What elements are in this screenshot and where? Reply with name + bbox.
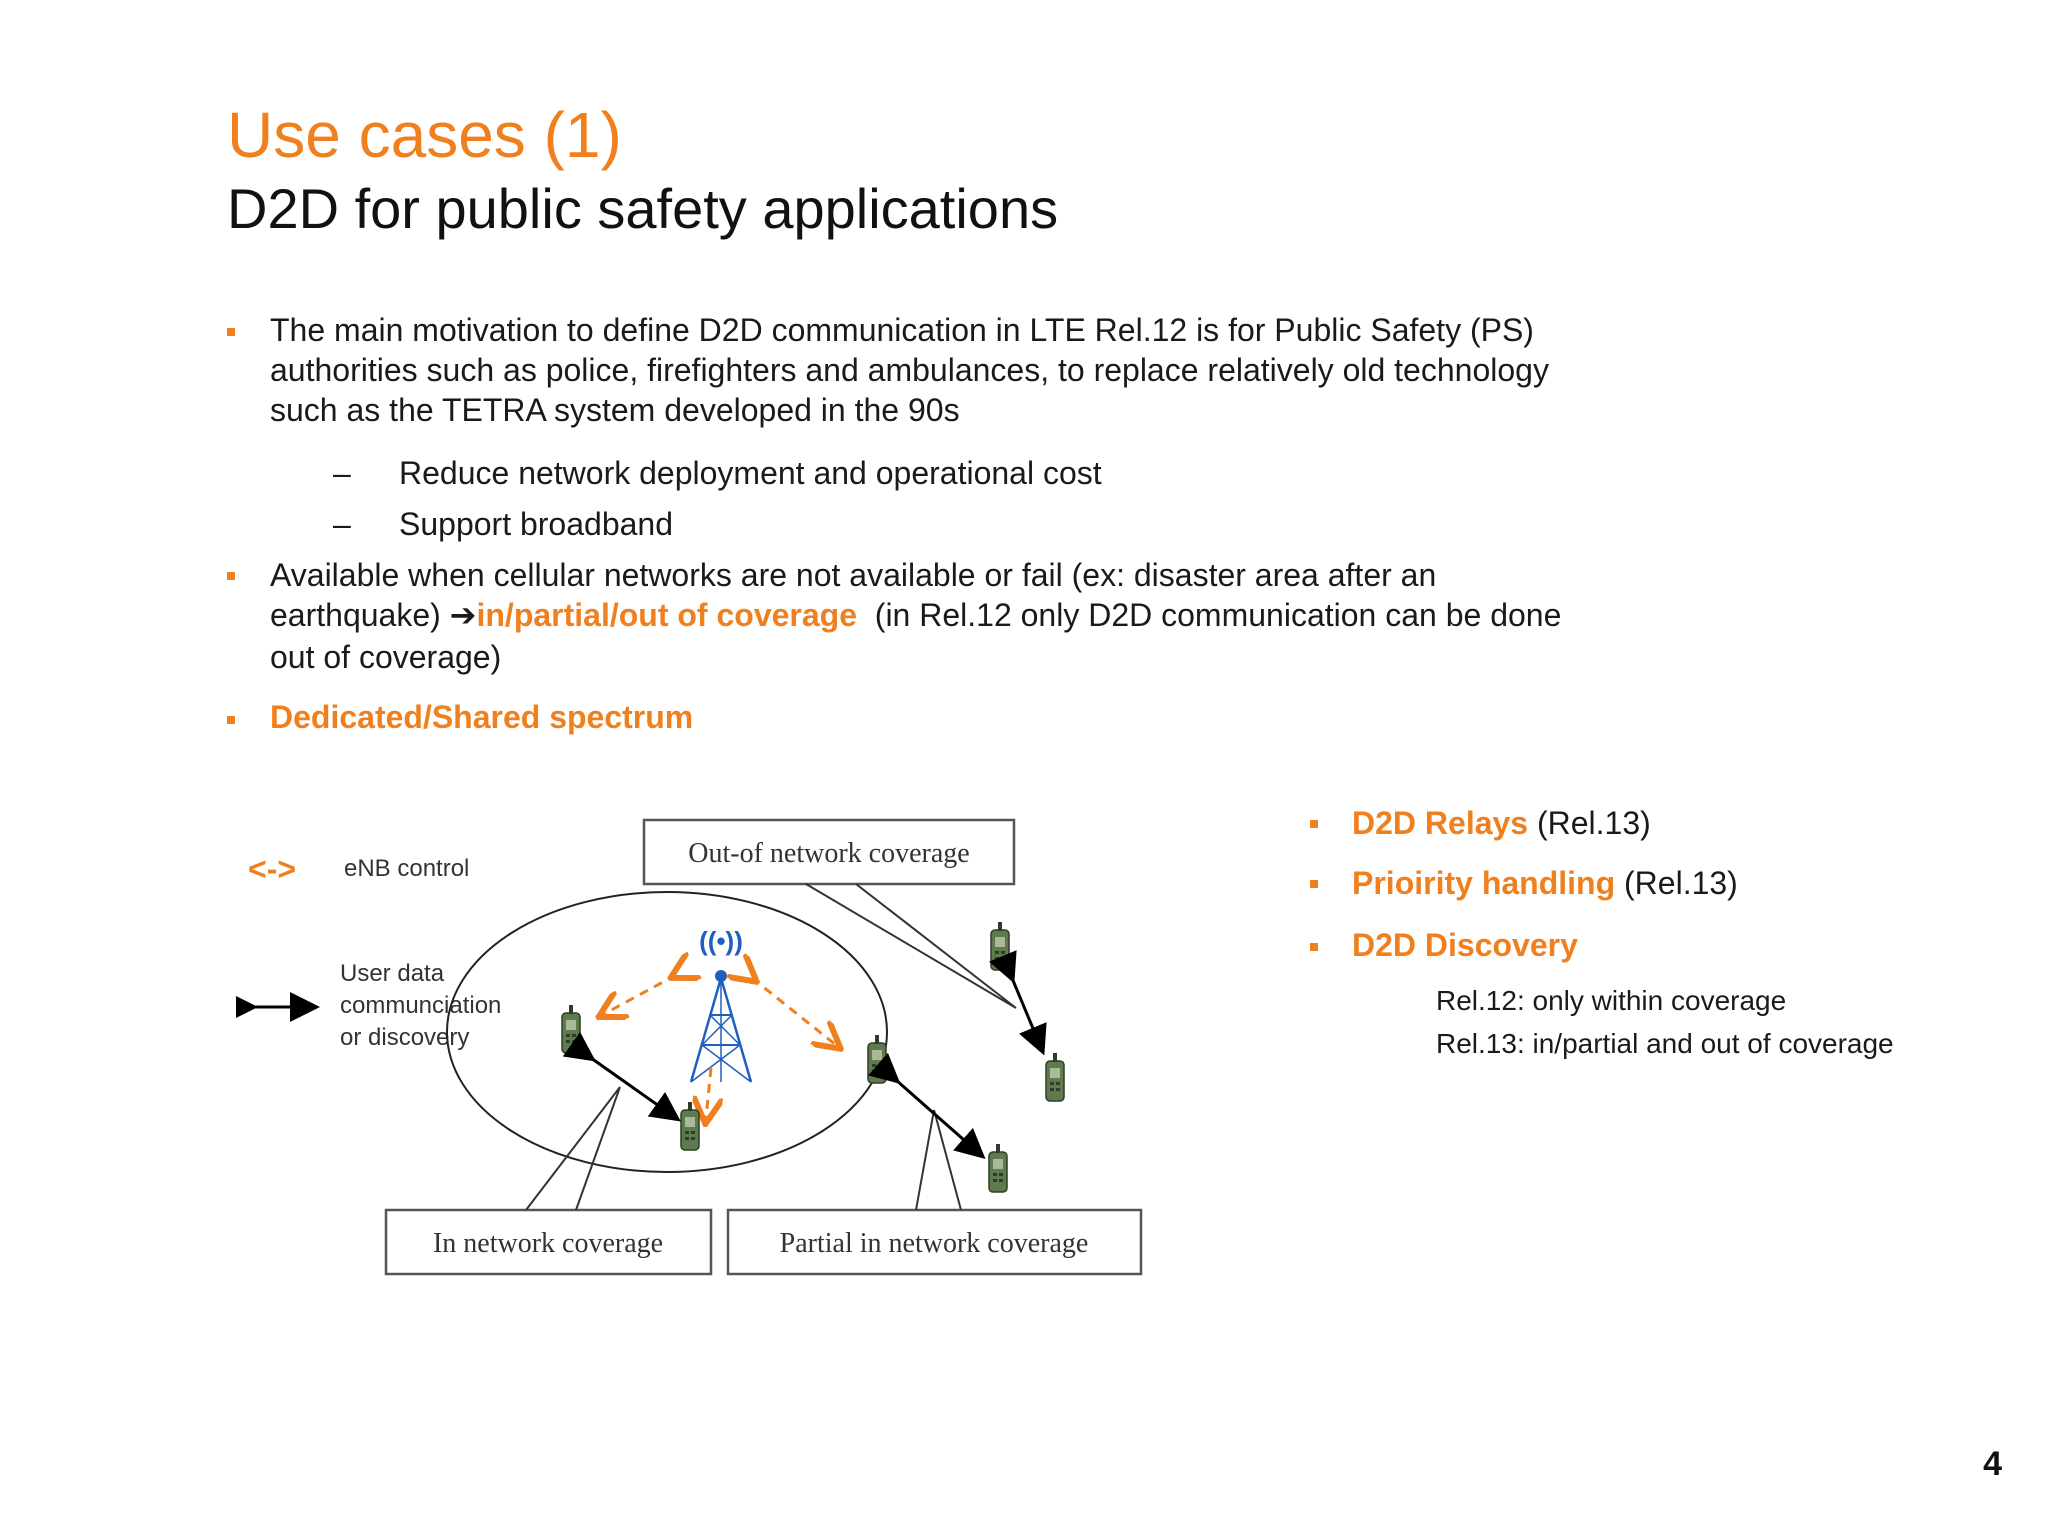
sub-bullet-1: Reduce network deployment and operational cost <box>399 455 1102 491</box>
ue-phone-icon <box>991 922 1009 970</box>
bullet-2-line-1: Available when cellular networks are not available or fail (ex: disaster area after an <box>270 557 1437 593</box>
bullet-marker <box>1310 820 1318 828</box>
bullet-2-line-3: out of coverage) <box>270 639 502 675</box>
legend-user-line-1: User data <box>340 960 445 987</box>
sub-bullet-dash: – <box>333 506 351 542</box>
bullet-marker <box>1310 943 1318 951</box>
bullet-1-line-3: such as the TETRA system developed in the 90s <box>270 392 960 428</box>
bullet-2-text-c: (in Rel.12 only D2D communication can be done <box>857 597 1562 633</box>
bullet-marker <box>227 572 235 580</box>
legend-user-data <box>252 960 501 1051</box>
bullet-marker <box>227 716 235 724</box>
ue-phone-icon <box>868 1035 886 1083</box>
legend-user-line-2: communciation <box>340 992 502 1019</box>
ue-phone-icon <box>989 1144 1007 1192</box>
discovery-rel13: Rel.13: in/partial and out of coverage <box>1436 1028 1894 1059</box>
signal-waves-icon: ((•)) <box>699 926 743 956</box>
d2d-coverage-diagram <box>236 800 1166 1290</box>
in-callout-pointer <box>526 1087 620 1210</box>
ue-phone-icon <box>562 1005 580 1053</box>
user-data-arrows <box>591 978 1042 1155</box>
priority-item <box>1352 863 1738 903</box>
discovery-rel12: Rel.12: only within coverage <box>1436 985 1787 1016</box>
bullet-1-line-1: The main motivation to define D2D communication in LTE Rel.12 is for Public Safety (PS) <box>270 312 1534 348</box>
relays-label: D2D Relays <box>1352 805 1529 841</box>
partial-coverage-label: Partial in network coverage <box>779 1228 1089 1259</box>
slide-subtitle: D2D for public safety applications <box>227 177 1059 240</box>
bullet-2-text-a: earthquake) <box>270 597 450 633</box>
enb-control-arrows <box>604 975 836 1118</box>
sub-bullet-dash: – <box>333 455 351 491</box>
sub-bullet-2: Support broadband <box>399 506 673 542</box>
slide-title: Use cases (1) <box>227 99 622 171</box>
legend-user-line-3: or discovery <box>340 1024 470 1051</box>
priority-release: (Rel.13) <box>1615 865 1738 901</box>
bullet-marker <box>227 328 235 336</box>
enb-tower-icon <box>691 970 751 1082</box>
bullet-1-line-2: authorities such as police, firefighters and ambulances, to replace relatively old technology <box>270 352 1549 388</box>
out-of-coverage-label: Out-of network coverage <box>688 838 970 869</box>
ue-phone-icon <box>1046 1053 1064 1101</box>
coverage-highlight: in/partial/out of coverage <box>476 597 857 633</box>
out-callout-pointer <box>806 884 1016 1008</box>
bullet-2-line-2 <box>270 595 1561 635</box>
legend-enb-label: eNB control <box>344 855 470 882</box>
orange-dashed-arrow-icon: <-> <box>248 851 297 887</box>
relays-item <box>1352 803 1651 843</box>
priority-label: Prioirity handling <box>1352 865 1616 901</box>
right-arrow-icon: ➔ <box>449 597 477 633</box>
page-number: 4 <box>1983 1445 2002 1483</box>
ue-phone-icon <box>681 1102 699 1150</box>
discovery-label: D2D Discovery <box>1352 927 1578 963</box>
legend-enb-control <box>248 851 469 887</box>
in-coverage-label: In network coverage <box>432 1228 664 1259</box>
partial-callout-pointer <box>916 1110 961 1210</box>
bullet-3-spectrum: Dedicated/Shared spectrum <box>270 699 694 735</box>
bullet-marker <box>1310 880 1318 888</box>
relays-release: (Rel.13) <box>1528 805 1651 841</box>
